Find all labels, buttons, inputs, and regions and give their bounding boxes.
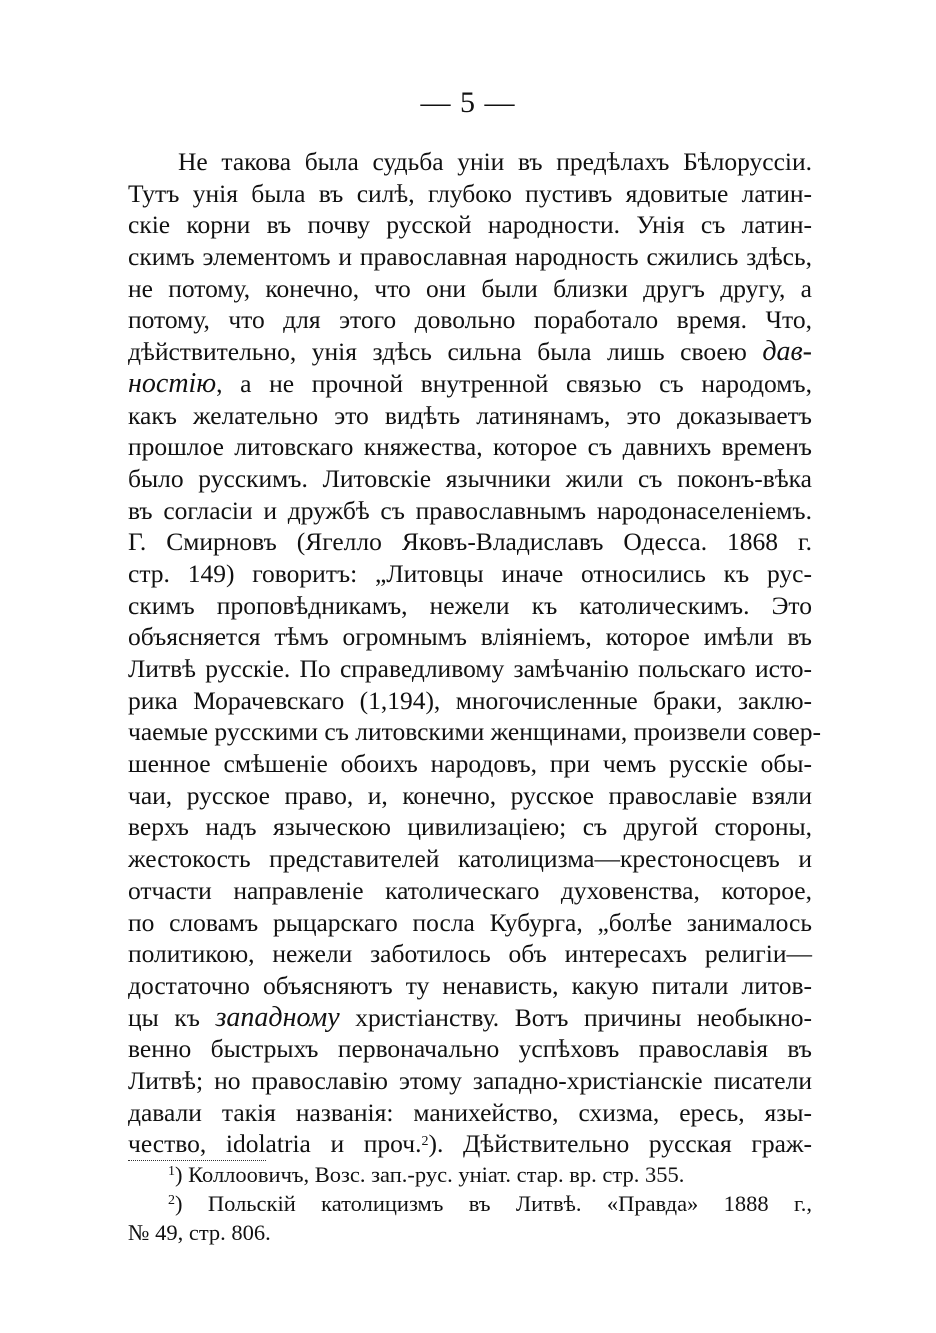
text-line: чаи, русское право, и, конечно, русское православіе взяли: [128, 780, 812, 810]
text-line: рика Морачевскаго (1,194), многочисленные браки, заклю-: [128, 685, 812, 715]
emphasis-text: западному: [215, 1001, 340, 1033]
emphasis-text: дав-: [762, 336, 812, 368]
text-line: [128, 1128, 812, 1160]
footnote-text: ) Польскій католицизмъ въ Литвѣ. «Правда» 1888 г.,: [175, 1191, 812, 1216]
text-line: скимъ проповѣдникамъ, нежели къ католическимъ. Это: [128, 590, 812, 620]
text-line: стр. 149) говоритъ: „Литовцы иначе относились къ рус-: [128, 558, 812, 588]
emphasis-text: ностію: [128, 367, 217, 399]
text-line: объясняется тѣмъ огромнымъ вліяніемъ, которое имѣли въ: [128, 622, 812, 652]
text-line: шенное смѣшеніе обоихъ народовъ, при чемъ русскіе обы-: [128, 749, 812, 779]
text-line: политикою, нежели заботилось объ интересахъ религіи—: [128, 939, 812, 969]
text-line: было русскимъ. Литовскіе язычники жили съ поконъ-вѣка: [128, 463, 812, 493]
footnote-reference: 2: [421, 1134, 429, 1150]
text-line: по словамъ рыцарскаго посла Кубурга, „болѣе занималось: [128, 907, 812, 937]
text-line: прошлое литовскаго княжества, которое съ давнихъ временъ: [128, 432, 812, 462]
footnote-2: [128, 1189, 812, 1218]
text-fragment: дѣйствительно, унія здѣсь сильна была лишь своею: [128, 337, 763, 367]
text-line: какъ желательно это видѣть латинянамъ, это доказываетъ: [128, 400, 812, 430]
text-line: Тутъ унія была въ силѣ, глубоко пустивъ ядовитые латин-: [128, 178, 812, 208]
footnote-marker: 1: [168, 1164, 175, 1179]
text-line: отчасти направленіе католическаго духовенства, которое,: [128, 875, 812, 905]
text-line: потому, что для этого довольно поработало время. Что,: [128, 305, 812, 335]
text-fragment: цы къ: [128, 1002, 216, 1032]
text-line: [128, 1002, 812, 1034]
text-line: [128, 336, 812, 368]
text-line: Г. Смирновъ (Ягелло Яковъ-Владиславъ Одесса. 1868 г.: [128, 527, 812, 557]
footnotes: [128, 1160, 812, 1247]
footnote-text: ) Коллоовичъ, Возс. зап.-рус. уніат. стар. вр. стр. 355.: [175, 1162, 685, 1187]
text-fragment: чество, idolatria и проч.: [128, 1129, 422, 1159]
text-line: давали такія названія: манихейство, схизма, ересь, язы-: [128, 1097, 812, 1127]
text-line: въ согласіи и дружбѣ съ православнымъ народонаселеніемъ.: [128, 495, 812, 525]
text-fragment: христіанству. Вотъ причины необыкно-: [339, 1002, 812, 1032]
text-line: Литвѣ; но православію этому западно-христіанскіе писатели: [128, 1065, 812, 1095]
text-line: верхъ надъ языческою цивилизаціею; съ другой стороны,: [128, 812, 812, 842]
footnote-2-continuation: № 49, стр. 806.: [128, 1220, 271, 1245]
body-text: [128, 146, 821, 1160]
text-line: чаемые русскими съ литовскими женщинами, произвели совер-: [128, 717, 821, 747]
text-line: жестокость представителей католицизма—крестоносцевъ и: [128, 844, 812, 874]
text-line: скимъ элементомъ и православная народность сжились здѣсь,: [128, 242, 812, 272]
text-line: [128, 368, 812, 400]
text-line: скіе корни въ почву русской народности. Унія съ латин-: [128, 210, 812, 240]
text-line: Не такова была судьба уніи въ предѣлахъ Бѣлоруссіи.: [178, 147, 812, 176]
text-fragment: , а не прочной внутренной связью съ народомъ,: [216, 368, 812, 398]
page-number: — 5 —: [420, 86, 516, 119]
text-line: не потому, конечно, что они были близки другъ другу, а: [128, 273, 812, 303]
text-line: венно быстрыхъ первоначально успѣховъ православія въ: [128, 1034, 812, 1064]
footnote-1: [128, 1160, 812, 1189]
text-fragment: ). Дѣйствительно русская граж-: [428, 1129, 813, 1159]
text-line: Литвѣ русскіе. По справедливому замѣчанію польскаго исто-: [128, 654, 812, 683]
text-line: достаточно объясняютъ ту ненависть, какую питали литов-: [128, 970, 812, 1000]
footnote-marker: 2: [168, 1193, 175, 1208]
